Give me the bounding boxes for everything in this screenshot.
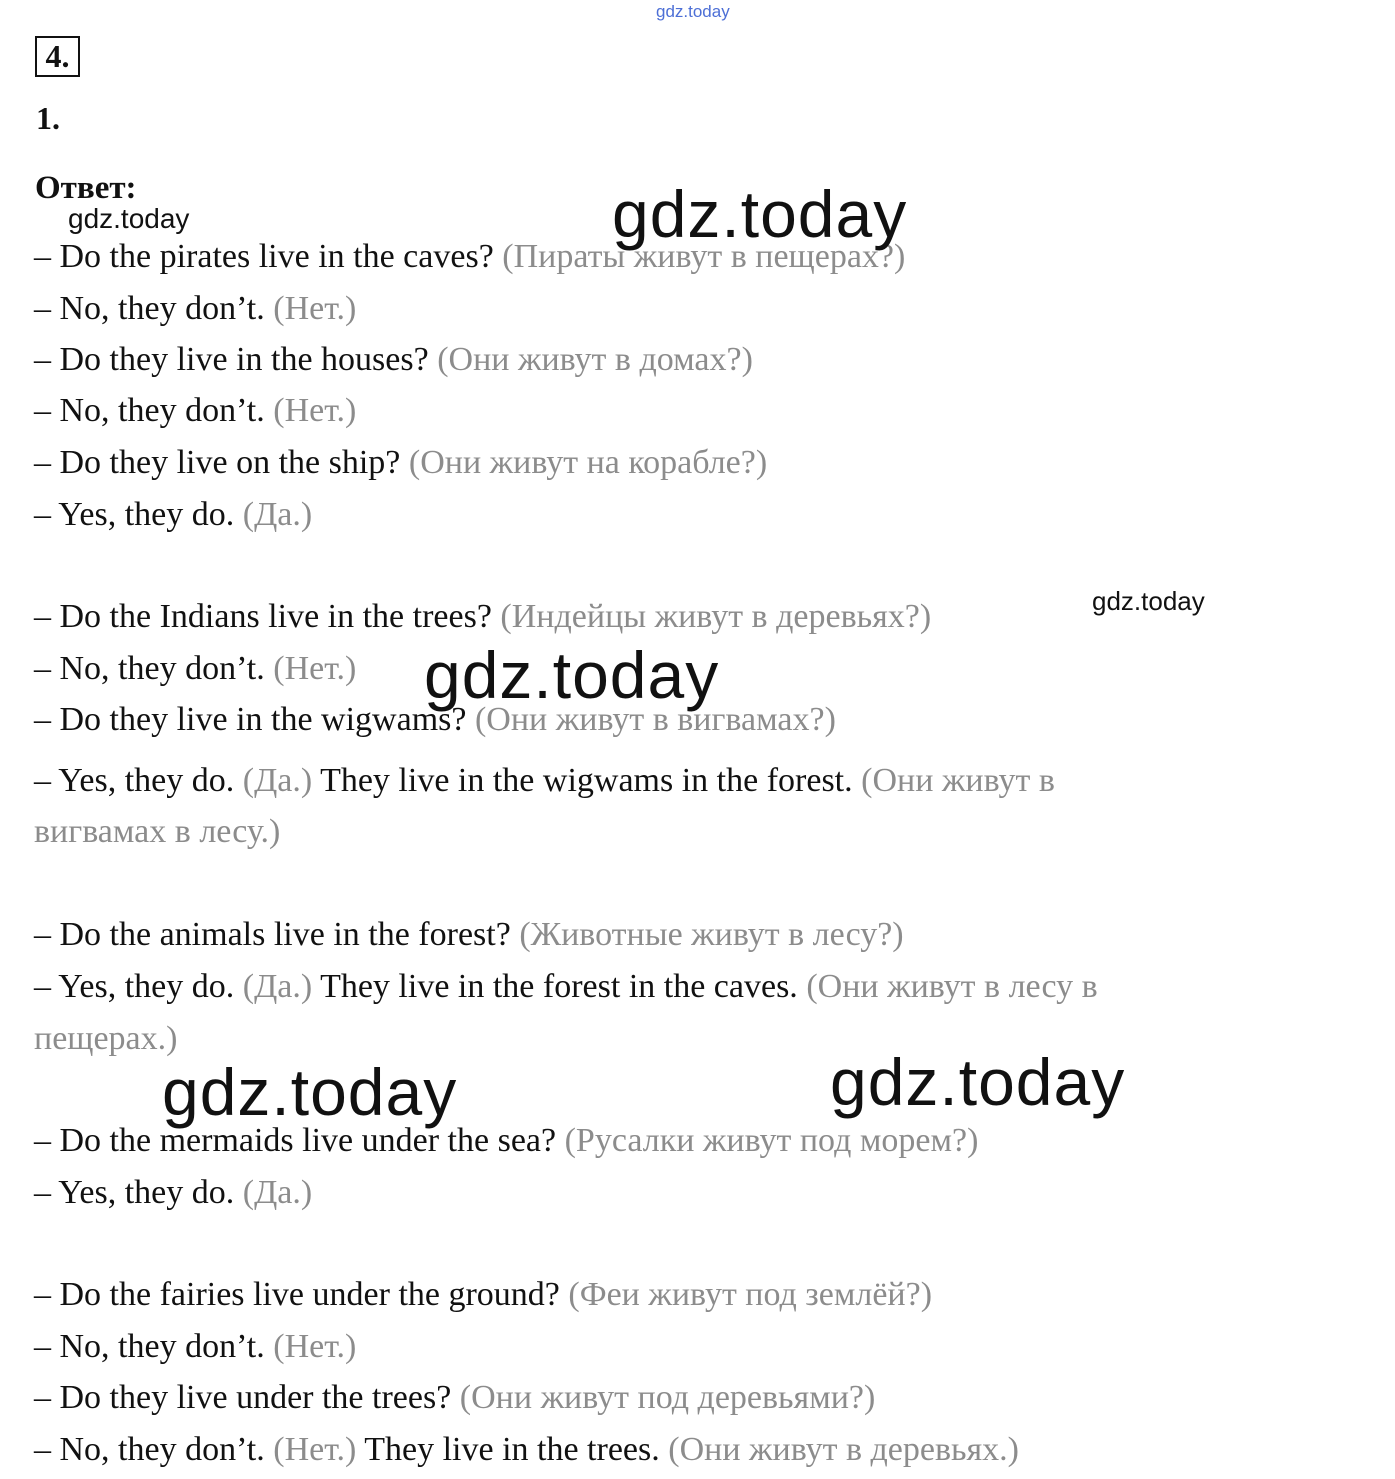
- watermark: gdz.today: [162, 1055, 458, 1129]
- answer-line: – No, they don’t. (Нет.): [34, 290, 357, 327]
- answer-line: вигвамах в лесу.): [34, 813, 281, 850]
- answer-line: пещерах.): [34, 1020, 178, 1057]
- answer-line: – Yes, they do. (Да.) They live in the forest in the caves. (Они живут в лесу в: [34, 968, 1098, 1005]
- answer-line: – Do the pirates live in the caves? (Пираты живут в пещерах?): [34, 238, 906, 275]
- watermark-top: gdz.today: [656, 2, 730, 21]
- answer-line: – Do they live in the wigwams? (Они живут в вигвамах?): [34, 701, 836, 738]
- answer-line: – Do they live on the ship? (Они живут на корабле?): [34, 444, 768, 481]
- answer-line: – No, they don’t. (Нет.) They live in the trees. (Они живут в деревьях.): [34, 1431, 1020, 1468]
- answer-line: – No, they don’t. (Нет.): [34, 1328, 357, 1365]
- exercise-number: 1.: [36, 100, 60, 136]
- answer-line: – Do they live under the trees? (Они живут под деревьями?): [34, 1379, 876, 1416]
- answer-line: – Yes, they do. (Да.) They live in the wigwams in the forest. (Они живут в: [34, 762, 1055, 799]
- answer-label: Ответ:: [35, 170, 137, 206]
- watermark: gdz.today: [68, 203, 190, 234]
- answer-line: – Do the fairies live under the ground? (Феи живут под землёй?): [34, 1276, 933, 1313]
- answer-line: – No, they don’t. (Нет.): [34, 392, 357, 429]
- answer-line: – No, they don’t. (Нет.): [34, 650, 357, 687]
- answer-line: – Yes, they do. (Да.): [34, 496, 313, 533]
- answer-line: – Do they live in the houses? (Они живут в домах?): [34, 341, 753, 378]
- answer-line: – Yes, they do. (Да.): [34, 1174, 313, 1211]
- answer-line: – Do the Indians live in the trees? (Индейцы живут в деревьях?): [34, 598, 932, 635]
- watermark: gdz.today: [424, 638, 720, 712]
- watermark: gdz.today: [1092, 586, 1205, 616]
- answer-line: – Do the mermaids live under the sea? (Русалки живут под морем?): [34, 1122, 979, 1159]
- watermark: gdz.today: [612, 177, 908, 251]
- watermark: gdz.today: [830, 1045, 1126, 1119]
- task-number-box: 4.: [35, 36, 80, 77]
- answer-line: – Do the animals live in the forest? (Животные живут в лесу?): [34, 916, 904, 953]
